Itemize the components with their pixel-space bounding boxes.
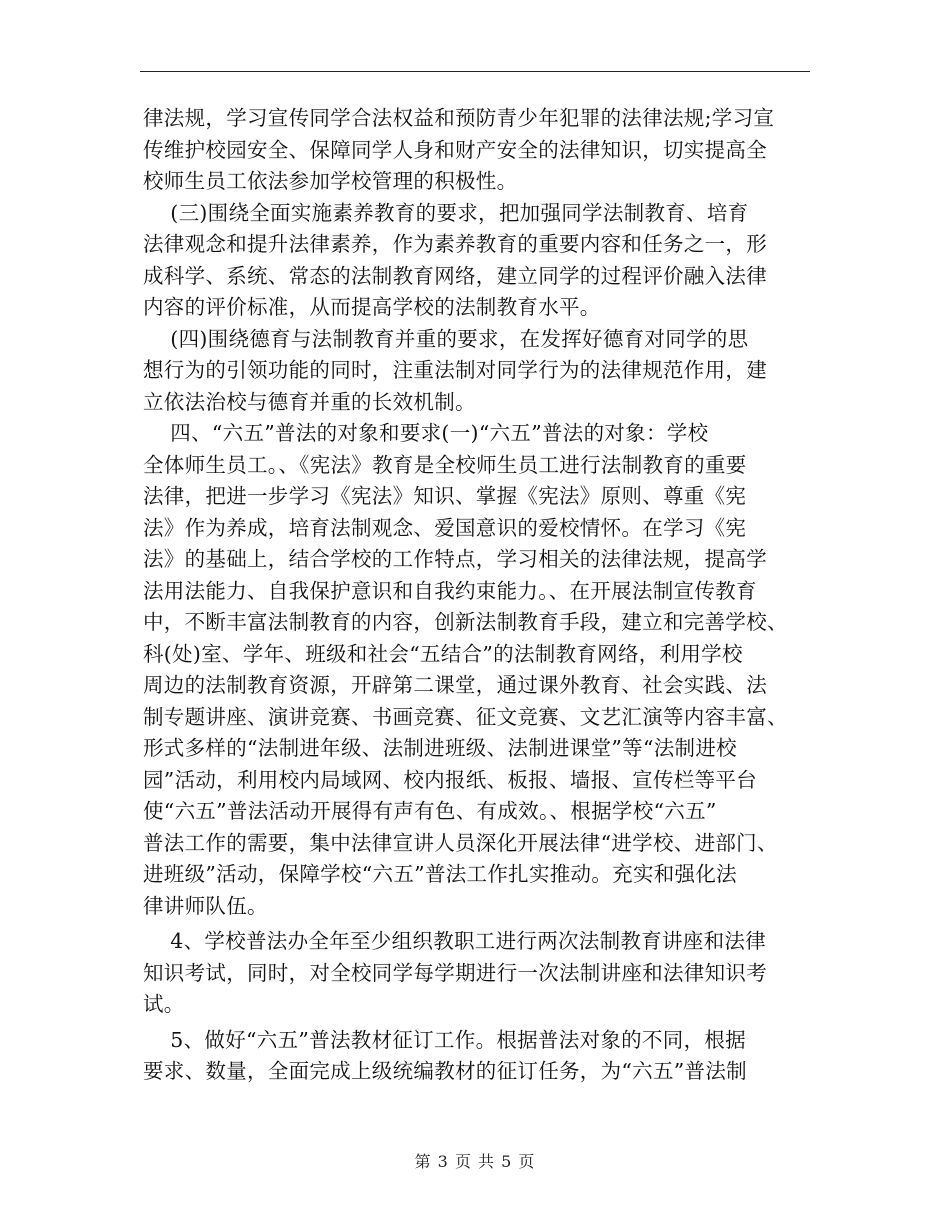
text-line: 中，不断丰富法制教育的内容，创新法制教育手段，建立和完善学校、 <box>143 610 788 634</box>
paragraph-1 <box>143 103 808 198</box>
text-line: 成科学、系统、常态的法制教育网络，建立同学的过程评价融入法律 <box>143 263 767 288</box>
text-line: 知识考试，同时，对全校同学每学期进行一次法制讲座和法律知识考 <box>143 960 767 985</box>
text-line: 法律，把进一步学习《宪法》知识、掌握《宪法》原则、尊重《宪 <box>143 484 747 508</box>
text-line: 形式多样的“法制进年级、法制进班级、法制进课堂”等“法制进校 <box>143 736 737 760</box>
text-line: 要求、数量，全面完成上级统编教材的征订任务，为“六五”普法制 <box>143 1059 747 1083</box>
text-line: 园”活动，利用校内局域网、校内报纸、板报、墙报、宣传栏等平台 <box>143 767 757 792</box>
paragraph-2 <box>143 198 808 324</box>
paragraph-3 <box>143 324 808 419</box>
text-line: 律讲师队伍。 <box>143 893 268 918</box>
text-line: 全体师生员工。、《宪法》教育是全校师生员工进行法制教育的重要 <box>143 452 747 477</box>
text-line: 法》的基础上，结合学校的工作特点，学习相关的法律法规，提高学 <box>143 547 767 571</box>
header-rule <box>140 71 810 72</box>
text-line: 进班级”活动，保障学校“六五”普法工作扎实推动。充实和强化法 <box>143 862 737 886</box>
text-line: 制专题讲座、演讲竞赛、书画竞赛、征文竞赛、文艺汇演等内容丰富、 <box>143 704 788 729</box>
text-line: 立依法治校与德育并重的长效机制。 <box>143 389 476 414</box>
text-line: 法用法能力、自我保护意识和自我约束能力。、在开展法制宣传教育 <box>143 578 757 603</box>
text-line: 律法规，学习宣传同学合法权益和预防青少年犯罪的法律法规;学习宣 <box>143 106 775 130</box>
text-line: 法律观念和提升法律素养，作为素养教育的重要内容和任务之一，形 <box>143 232 767 256</box>
text-line: 5、做好“六五”普法教材征订工作。根据普法对象的不同，根据 <box>143 1027 746 1052</box>
text-line: (四)围绕德育与法制教育并重的要求，在发挥好德育对同学的思 <box>143 326 749 351</box>
text-line: 想行为的引领功能的同时，注重法制对同学行为的法律规范作用，建 <box>143 358 767 382</box>
paragraph-4 <box>143 418 808 922</box>
text-line: 内容的评价标准，从而提高学校的法制教育水平。 <box>143 295 601 319</box>
text-line: (三)围绕全面实施素养教育的要求，把加强同学法制教育、培育 <box>143 200 749 225</box>
text-line: 周边的法制教育资源，开辟第二课堂，通过课外教育、社会实践、法 <box>143 673 767 697</box>
text-line: 四、“六五”普法的对象和要求(一)“六五”普法的对象：学校 <box>143 421 709 445</box>
text-line: 传维护校园安全、保障同学人身和财产安全的法律知识，切实提高全 <box>143 137 767 162</box>
page-number-footer: 第 3 页 共 5 页 <box>414 1152 536 1171</box>
text-line: 使“六五”普法活动开展得有声有色、有成效。、根据学校“六五” <box>143 799 717 823</box>
text-line: 4、学校普法办全年至少组织教职工进行两次法制教育讲座和法律 <box>143 929 767 953</box>
paragraph-5 <box>143 926 808 1021</box>
text-line: 科(处)室、学年、班级和社会“五结合”的法制教育网络，利用学校 <box>143 641 743 666</box>
text-line: 校师生员工依法参加学校管理的积极性。 <box>143 169 518 193</box>
document-body <box>143 103 808 1088</box>
text-line: 普法工作的需要，集中法律宣讲人员深化开展法律“进学校、进部门、 <box>143 830 778 855</box>
text-line: 法》作为养成，培育法制观念、爱国意识的爱校情怀。在学习《宪 <box>143 515 747 540</box>
text-line: 试。 <box>143 992 185 1016</box>
paragraph-6 <box>143 1025 808 1088</box>
